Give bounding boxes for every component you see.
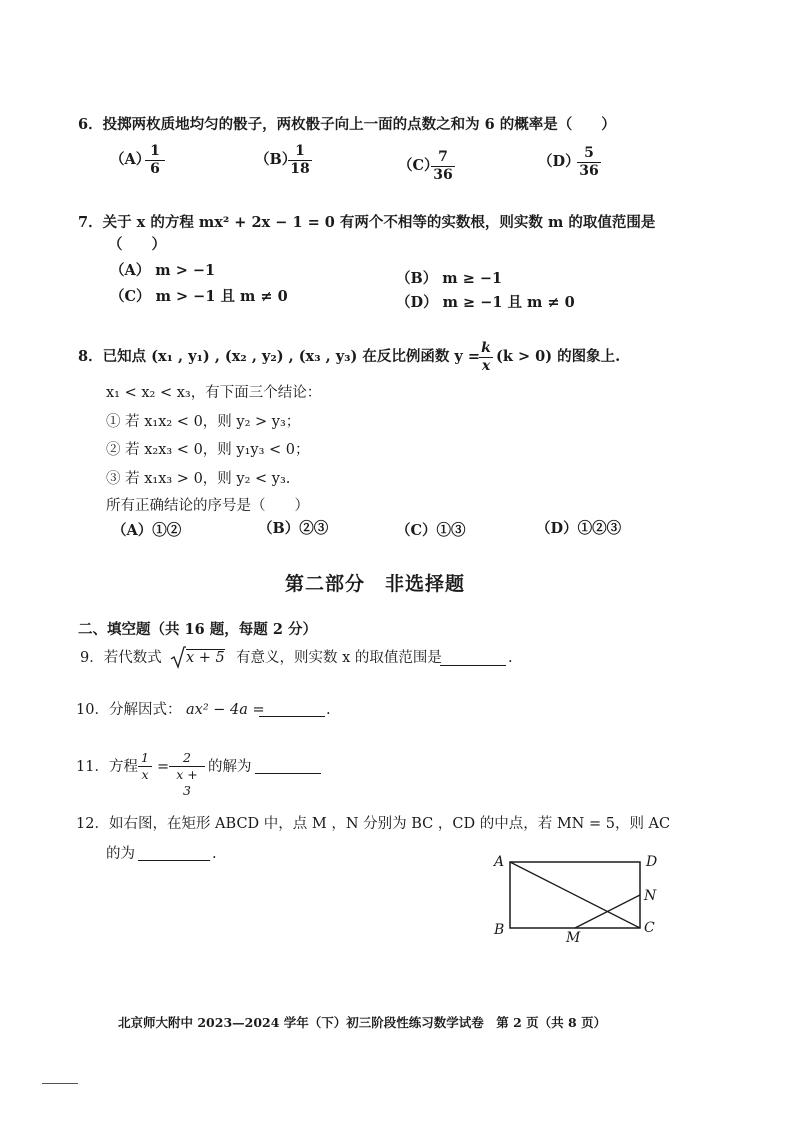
q8-option-b: （B）②③: [258, 520, 329, 537]
q12-line-2-end: .: [212, 846, 217, 862]
q7-option-a: （A） m > −1: [110, 262, 216, 279]
q12-line-2: 的为: [106, 846, 135, 862]
q6-stem: 6．投掷两枚质地均匀的骰子，两枚骰子向上一面的点数之和为 6 的概率是（ ）: [78, 116, 616, 133]
q8-stem-a: 8．已知点 (x₁ , y₁) , (x₂ , y₂) , (x₃ , y₃) 在反比例函数 y =: [78, 348, 481, 365]
q7-stem: 7．关于 x 的方程 mx² + 2x − 1 = 0 有两个不相等的实数根，则实数 m 的取值范围是: [78, 214, 656, 231]
q11-equals: =: [157, 759, 170, 775]
label-d: D: [646, 854, 658, 870]
q6-option-a-label: （A）: [110, 151, 151, 168]
diagonal-ac: [510, 862, 640, 928]
q6-option-b-fraction: $\frac{1}{18}$: [288, 143, 312, 178]
corner-divider: [42, 1083, 78, 1084]
label-n: N: [644, 888, 657, 904]
q8-claim-3: ③ 若 x₁x₃ > 0，则 y₂ < y₃.: [106, 471, 291, 487]
rectangle-figure: [488, 848, 668, 948]
q10-text-a: 10．分解因式：: [76, 702, 182, 718]
q8-claim-1: ① 若 x₁x₂ < 0，则 y₂ > y₃；: [106, 414, 301, 430]
q9-radicand: x + 5: [186, 650, 225, 666]
label-a: A: [494, 854, 505, 870]
q9-text-a: 9．若代数式: [80, 650, 162, 666]
q8-ask: 所有正确结论的序号是（ ）: [106, 498, 309, 514]
label-c: C: [644, 920, 655, 936]
q7-option-c: （C） m > −1 且 m ≠ 0: [110, 288, 288, 305]
part2-title: 第二部分 非选择题: [285, 573, 466, 595]
q11-text-b: 的解为: [208, 759, 252, 775]
sqrt-icon: [170, 645, 186, 669]
q8-option-a: （A）①②: [112, 522, 182, 539]
q8-condition: x₁ < x₂ < x₃，有下面三个结论：: [106, 385, 322, 401]
fill-section-header: 二、填空题（共 16 题，每题 2 分）: [78, 621, 317, 638]
q6-option-c-fraction: $\frac{7}{36}$: [431, 149, 455, 184]
q8-claim-2: ② 若 x₂x₃ < 0，则 y₁y₃ < 0；: [106, 442, 310, 458]
q8-function-fraction: $\frac{k}{x}$: [479, 340, 493, 375]
label-m: M: [566, 930, 581, 946]
q11-fraction-left: $\frac{1}{x}$: [138, 750, 152, 783]
label-b: B: [494, 922, 505, 938]
q7-option-d: （D） m ≥ −1 且 m ≠ 0: [396, 294, 575, 311]
q9-text-b: 有意义，则实数 x 的取值范围是: [236, 650, 442, 666]
q10-text-end: .: [326, 702, 331, 718]
q12-answer-blank: [138, 860, 210, 861]
q6-option-a-fraction: $\frac{1}{6}$: [145, 143, 165, 178]
q8-option-d: （D）①②③: [536, 520, 622, 537]
page-footer: 北京师大附中 2023—2024 学年（下）初三阶段性练习数学试卷 第 2 页（共 8 页）: [118, 1015, 607, 1030]
q8-stem-b: (k > 0) 的图象上.: [496, 348, 621, 365]
q11-text-a: 11．方程: [76, 759, 138, 775]
q11-answer-blank: [255, 773, 321, 774]
q6-option-d-fraction: $\frac{5}{36}$: [577, 145, 601, 180]
q9-answer-blank: [440, 665, 506, 666]
q7-paren: （ ）: [108, 236, 166, 253]
q10-expression: ax² − 4a =: [186, 702, 265, 718]
q6-option-b-label: （B）: [255, 151, 297, 168]
q11-fraction-right: $\frac{2}{x + 3}$: [169, 750, 205, 799]
q7-option-b: （B） m ≥ −1: [396, 270, 503, 287]
q12-line-1: 12．如右图，在矩形 ABCD 中，点 M ，N 分别为 BC ，CD 的中点，若 MN = 5，则 AC: [76, 816, 671, 832]
q6-option-c-label: （C）: [398, 157, 439, 174]
q10-answer-blank: [259, 716, 325, 717]
q6-option-d-label: （D）: [538, 153, 580, 170]
q8-option-c: （C）①③: [396, 522, 466, 539]
q9-text-end: .: [508, 650, 513, 666]
